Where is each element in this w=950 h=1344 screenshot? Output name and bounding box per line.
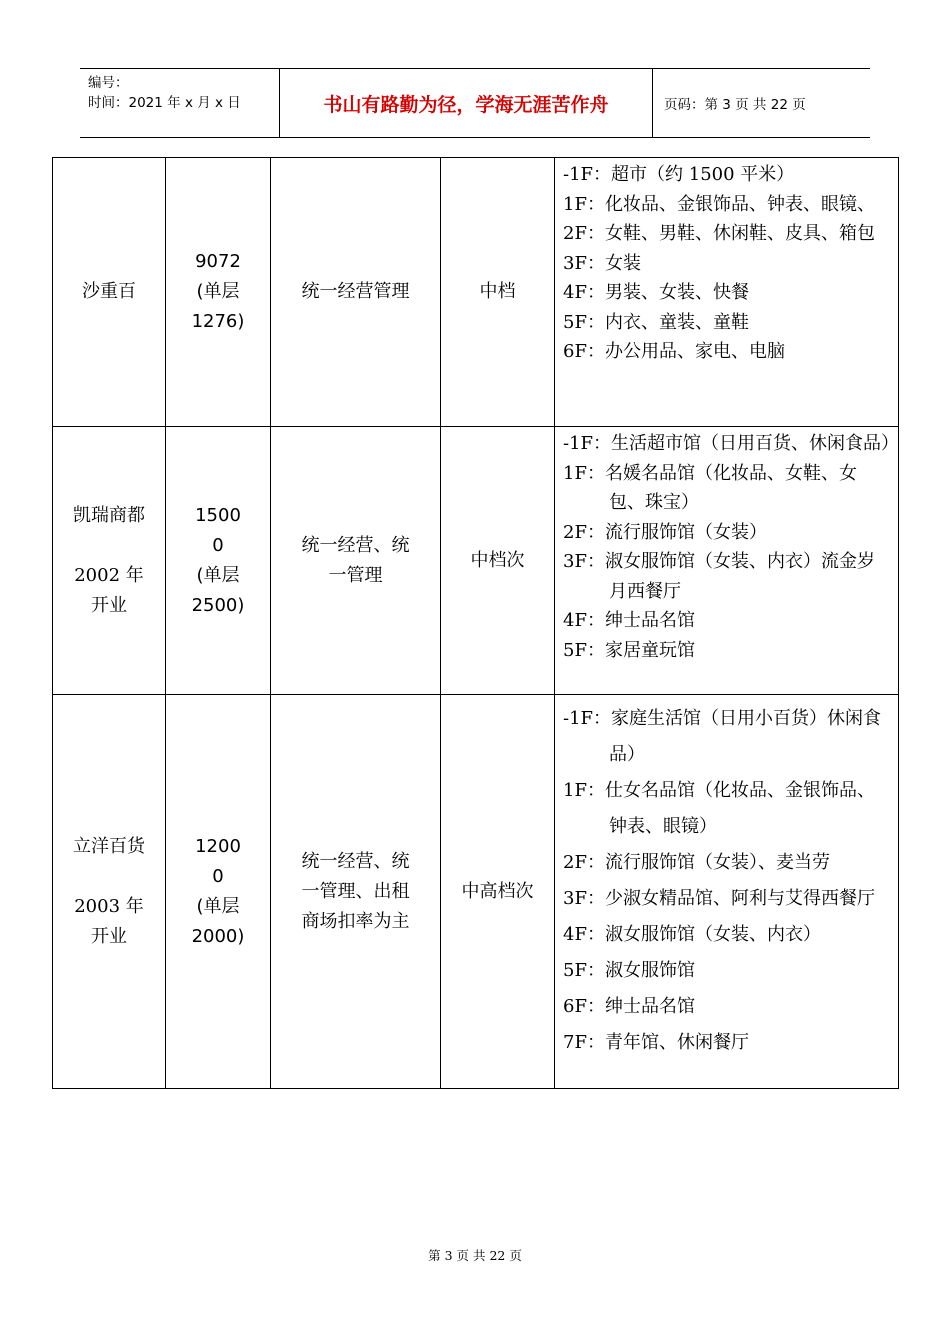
floor-item: 6F：绅士品名馆 xyxy=(563,996,695,1017)
code-label: 编号： xyxy=(88,75,129,91)
area-note: 2500) xyxy=(191,594,245,616)
floor-item: -1F：生活超市馆（日用百货、休闲食品） xyxy=(563,433,900,454)
floors-cell xyxy=(555,427,899,695)
open-label: 开业 xyxy=(91,925,127,947)
management-mode: 统一经营、统 xyxy=(301,534,410,556)
area-value: 0 xyxy=(212,534,224,556)
area-note: 2000) xyxy=(191,925,245,947)
management-cell xyxy=(271,695,441,1089)
floor-item: 1F：名媛名品馆（化妆品、女鞋、女包、珠宝） xyxy=(563,462,857,513)
floor-item: 1F：化妆品、金银饰品、钟表、眼镜、 xyxy=(563,193,875,215)
floors-cell xyxy=(555,695,899,1089)
time-label: 时间：2021 年 x 月 x 日 xyxy=(88,95,241,111)
page-footer: 第 3 页 共 22 页 xyxy=(428,1248,522,1263)
floor-item: 1F：仕女名品馆（化妆品、金银饰品、钟表、眼镜） xyxy=(563,780,875,837)
floors-cell xyxy=(555,158,899,427)
floor-item: 2F：女鞋、男鞋、休闲鞋、皮具、箱包 xyxy=(563,223,875,244)
floor-item: 4F：男装、女装、快餐 xyxy=(563,282,749,303)
area-cell xyxy=(166,695,271,1089)
management-mode: 一管理 xyxy=(328,564,383,586)
mall-name: 沙重百 xyxy=(82,281,136,302)
area-note: (单层 xyxy=(196,281,240,302)
area-value: 0 xyxy=(212,865,224,887)
area-value: 9072 xyxy=(195,251,241,272)
floor-item: -1F：家庭生活馆（日用小百货）休闲食品） xyxy=(563,708,882,765)
mall-name: 立洋百货 xyxy=(73,835,145,857)
floor-item: 3F：淑女服饰馆（女装、内衣）流金岁月西餐厅 xyxy=(563,551,875,602)
management-mode: 一管理、出租 xyxy=(301,880,410,902)
open-label: 开业 xyxy=(91,594,127,616)
grade-value: 中高档次 xyxy=(461,880,534,902)
floor-item: 6F：办公用品、家电、电脑 xyxy=(563,341,785,362)
management-mode: 统一经营、统 xyxy=(301,850,410,872)
floor-item: 4F：淑女服饰馆（女装、内衣） xyxy=(563,924,821,945)
page-header xyxy=(80,68,870,138)
area-cell xyxy=(166,158,271,427)
header-meta xyxy=(80,69,280,137)
grade-value: 中档次 xyxy=(470,549,525,571)
floor-item: -1F：超市（约 1500 平米） xyxy=(563,164,795,185)
area-note: (单层 xyxy=(196,895,240,917)
grade-cell xyxy=(441,427,555,695)
header-page-info: 页码：第 3 页 共 22 页 xyxy=(664,97,806,113)
mall-name-cell xyxy=(53,427,166,695)
floor-item: 2F：流行服饰馆（女装） xyxy=(563,521,767,543)
mall-name: 凯瑞商都 xyxy=(73,504,145,526)
management-mode: 统一经营管理 xyxy=(301,281,410,302)
grade-cell xyxy=(441,158,555,427)
management-cell xyxy=(271,158,441,427)
management-cell xyxy=(271,427,441,695)
mall-name-cell xyxy=(53,158,166,427)
grade-value: 中档 xyxy=(479,281,516,302)
area-cell xyxy=(166,427,271,695)
floor-item: 7F：青年馆、休闲餐厅 xyxy=(563,1032,749,1053)
table-row xyxy=(53,158,899,427)
header-motto: 书山有路勤为径，学海无涯苦作舟 xyxy=(280,69,653,137)
open-year: 2002 年 xyxy=(74,564,144,586)
area-note: 1276) xyxy=(191,311,245,332)
table-row xyxy=(53,695,899,1089)
floor-item: 5F：淑女服饰馆 xyxy=(563,960,695,981)
open-year: 2003 年 xyxy=(74,895,144,917)
management-mode: 商场扣率为主 xyxy=(301,910,410,932)
floor-item: 2F：流行服饰馆（女装）、麦当劳 xyxy=(563,852,830,873)
grade-cell xyxy=(441,695,555,1089)
floor-item: 5F：家居童玩馆 xyxy=(563,639,695,661)
floor-item: 4F：绅士品名馆 xyxy=(563,610,695,631)
mall-table xyxy=(52,157,899,1089)
table-row xyxy=(53,427,899,695)
floor-item: 5F：内衣、童装、童鞋 xyxy=(563,311,749,333)
mall-name-cell xyxy=(53,695,166,1089)
area-value: 1500 xyxy=(195,504,241,526)
area-value: 1200 xyxy=(195,835,241,857)
area-note: (单层 xyxy=(196,564,240,586)
floor-item: 3F：女装 xyxy=(563,252,641,274)
floor-item: 3F：少淑女精品馆、阿利与艾得西餐厅 xyxy=(563,888,875,909)
